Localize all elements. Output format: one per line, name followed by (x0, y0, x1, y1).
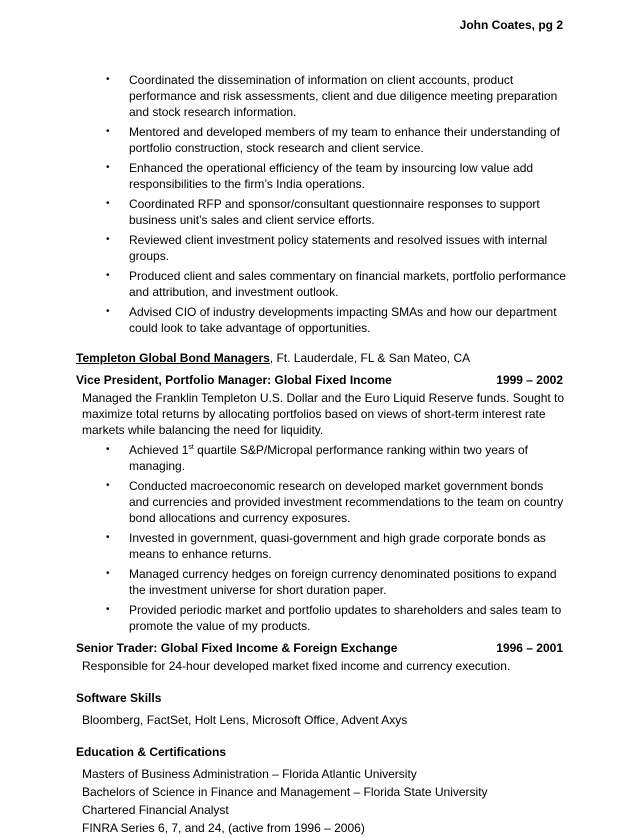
role-dates: 1999 – 2002 (496, 373, 563, 387)
role-heading-vice-president (76, 372, 566, 388)
page-header: John Coates, pg 2 (459, 18, 563, 32)
software-skills-text: Bloomberg, FactSet, Holt Lens, Microsoft Office, Advent Axys (82, 713, 408, 727)
list-item: • Achieved 1st quartile S&P/Micropal performance ranking within two years of managing. (106, 443, 528, 473)
list-item: • Conducted macroeconomic research on developed market government bonds and currencies and provided investment recommendations to the team on country bond allocations and currency exposures. (106, 479, 564, 525)
list-item: • Enhanced the operational efficiency of the team by insourcing low value add responsibilities to the firm’s India operations. (106, 161, 534, 191)
bullet-icon: • (106, 532, 110, 543)
achievements-list (106, 442, 566, 634)
role-title: Senior Trader: Global Fixed Income & Foreign Exchange (76, 641, 398, 655)
list-item: • Advised CIO of industry developments impacting SMAs and how our department could look to take advantage of opportunities. (106, 305, 557, 335)
bullet-icon: • (106, 604, 110, 615)
bullet-icon: • (106, 568, 110, 579)
bullet-icon: • (106, 162, 110, 173)
list-item: • Mentored and developed members of my team to enhance their understanding of portfolio construction, stock research and client service. (106, 125, 560, 155)
education-heading: Education & Certifications (76, 745, 227, 759)
employer-location: , Ft. Lauderdale, FL & San Mateo, CA (269, 351, 471, 365)
role-description: Responsible for 24-hour developed market fixed income and currency execution. (82, 659, 511, 673)
role-description: Managed the Franklin Templeton U.S. Dollar and the Euro Liquid Reserve funds. Sought to maximize total returns by allocating portfolios based on views of short-term interest rate markets while balancing the need for liquidity. (82, 391, 565, 437)
list-item: • Reviewed client investment policy statements and resolved issues with internal groups. (106, 233, 548, 263)
education-item: Bachelors of Science in Finance and Management – Florida State University (82, 785, 488, 799)
responsibilities-list (106, 72, 566, 336)
education-item: Chartered Financial Analyst (82, 803, 229, 817)
list-item: • Coordinated RFP and sponsor/consultant questionnaire responses to support business unit’s sales and client service efforts. (106, 197, 540, 227)
role-dates: 1996 – 2001 (496, 641, 563, 655)
employer-heading (76, 350, 566, 366)
list-item: • Coordinated the dissemination of information on client accounts, product performance and risk assessments, client and due diligence meeting preparation and stock research information. (106, 73, 558, 119)
bullet-icon: • (106, 306, 110, 317)
resume-content (76, 72, 566, 838)
list-item: • Produced client and sales commentary on financial markets, portfolio performance and attribution, and investment outlook. (106, 269, 566, 299)
bullet-icon: • (106, 270, 110, 281)
list-item: • Provided periodic market and portfolio updates to shareholders and sales team to promote the value of my products. (106, 603, 562, 633)
list-item: • Invested in government, quasi-government and high grade corporate bonds as means to enhance returns. (106, 531, 546, 561)
education-item: FINRA Series 6, 7, and 24, (active from 1996 – 2006) (82, 821, 365, 835)
employer-name: Templeton Global Bond Managers (76, 351, 270, 365)
software-skills-heading: Software Skills (76, 691, 162, 705)
bullet-icon: • (106, 126, 110, 137)
bullet-icon: • (106, 74, 110, 85)
bullet-icon: • (106, 234, 110, 245)
bullet-icon: • (106, 198, 110, 209)
role-title: Vice President, Portfolio Manager: Global Fixed Income (76, 373, 392, 387)
education-item: Masters of Business Administration – Florida Atlantic University (82, 767, 417, 781)
bullet-icon: • (106, 444, 110, 455)
list-item: • Managed currency hedges on foreign currency denominated positions to expand the investment universe for short duration paper. (106, 567, 557, 597)
bullet-icon: • (106, 480, 110, 491)
role-heading-senior-trader (76, 640, 566, 656)
